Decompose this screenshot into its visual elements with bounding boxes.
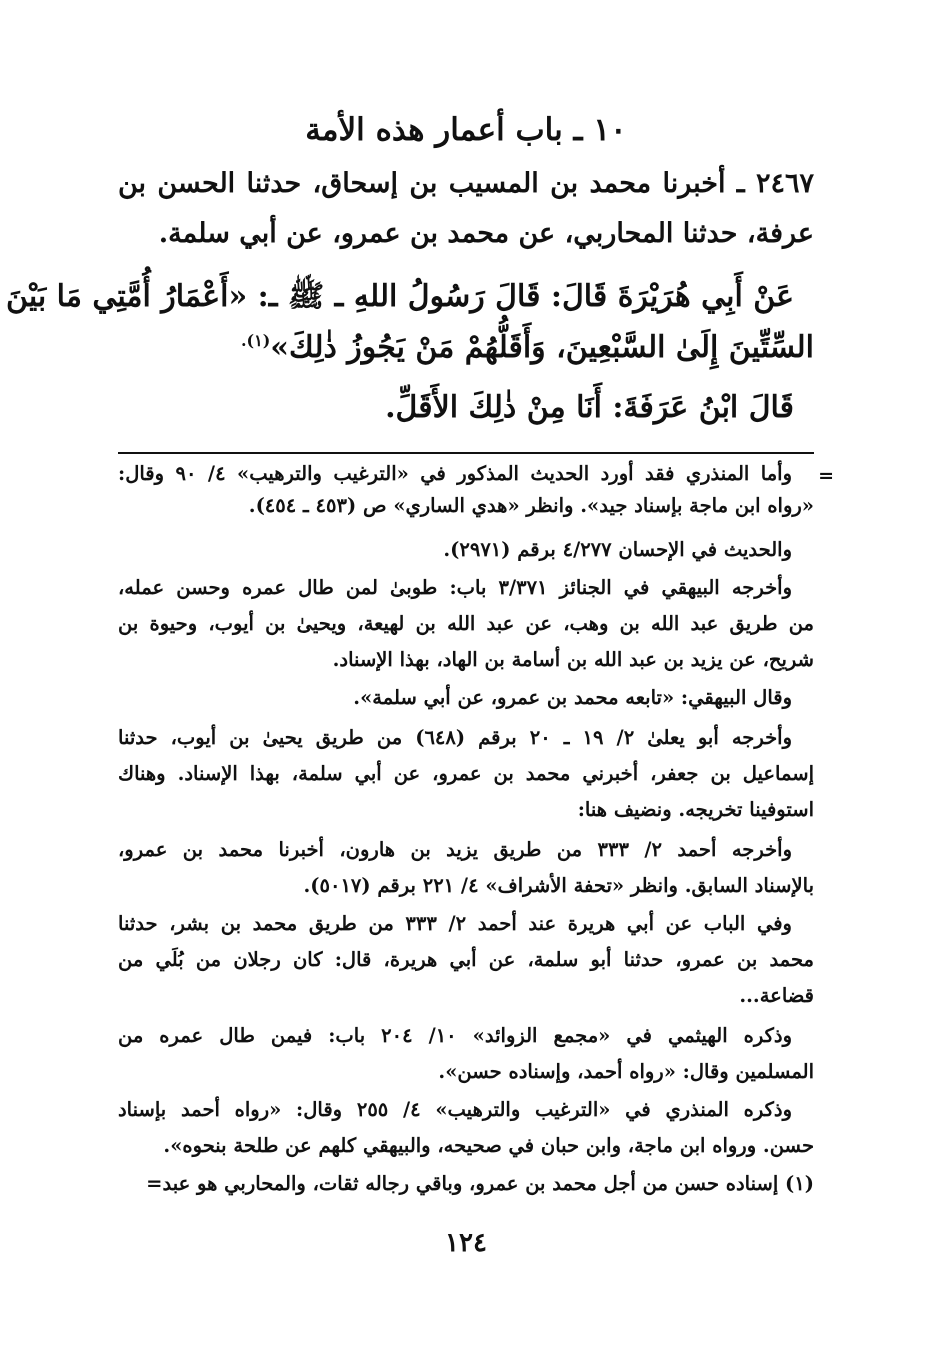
footnote-line: بالإسناد السابق. وانظر «تحفة الأشراف» ٤/ ٢٢١ برقم (٥٠١٧).: [303, 874, 814, 897]
footnote-1: (١) إسناده حسن من أجل محمد بن عمرو، وباقي رجاله ثقات، والمحاربي هو عبد=: [146, 1172, 814, 1195]
hadith-line-1: عَنْ أَبِي هُرَيْرَةَ قَالَ: قَالَ رَسُولُ اللهِ ـ ﷺ ـ: «أَعْمَارُ أُمَّتِي مَا بَيْنَ: [6, 279, 794, 314]
footnote-line: وأخرجه أبو يعلىٰ ٢/ ١٩ ـ ٢٠ برقم (٦٤٨) من طريق يحيىٰ بن أيوب، حدثنا: [118, 726, 792, 749]
footnote-line: وذكره الهيثمي في «مجمع الزوائد» ١٠/ ٢٠٤ باب: فيمن طال عمره من: [118, 1024, 792, 1047]
footnote-line: وأما المنذري فقد أورد الحديث المذكور في «الترغيب والترهيب» ٤/ ٩٠ وقال:: [118, 462, 792, 485]
footnote-line: شريح، عن يزيد بن عبد الله بن أسامة بن الهاد، بهذا الإسناد.: [332, 648, 814, 671]
footnote-line: محمد بن عمرو، حدثنا أبو سلمة، عن أبي هريرة، قال: كان رجلان من بُلَي من: [118, 948, 814, 971]
footnote-line: «رواه ابن ماجة بإسناد جيد». وانظر «هدي الساري» ص (٤٥٣ ـ ٤٥٤).: [248, 494, 814, 517]
isnad-line-2: عرفة، حدثنا المحاربي، عن محمد بن عمرو، عن أبي سلمة.: [158, 218, 814, 249]
footnote-line: إسماعيل بن جعفر، أخبرني محمد بن عمرو، عن أبي سلمة، بهذا الإسناد. وهناك: [118, 762, 814, 785]
footnote-line: المسلمين وقال: «رواه أحمد، وإسناده حسن».: [438, 1060, 814, 1083]
footnote-line: وأخرجه أحمد ٢/ ٣٣٣ من طريق يزيد بن هارون، أخبرنا محمد بن عمرو،: [118, 838, 792, 861]
footnote-line: والحديث في الإحسان ٤/٢٧٧ برقم (٢٩٧١).: [443, 538, 792, 561]
footnote-line: قضاعة...: [739, 984, 814, 1007]
footnote-line: وذكره المنذري في «الترغيب والترهيب» ٤/ ٢٥٥ وقال: «رواه أحمد بإسناد: [118, 1098, 792, 1121]
hadith-line-2-wrap: [118, 330, 814, 365]
footnote-line: من طريق عبد الله بن وهب، عن عبد الله بن لهيعة، ويحيىٰ بن أيوب، وحيوة بن: [118, 612, 814, 635]
footnote-line: استوفينا تخريجه. ونضيف هنا:: [577, 798, 814, 821]
chapter-title: ١٠ ـ باب أعمار هذه الأمة: [305, 112, 627, 148]
hadith-line-2: السِّتِّينَ إِلَىٰ السَّبْعِينَ، وَأَقَلُّهُمْ مَنْ يَجُوزُ ذٰلِكَ»: [270, 330, 814, 365]
footnote-separator: [118, 452, 814, 454]
footnote-line: وفي الباب عن أبي هريرة عند أحمد ٢/ ٣٣٣ من طريق محمد بن بشر، حدثنا: [118, 912, 792, 935]
footnote-line: حسن. ورواه ابن ماجة، وابن حبان في صحيحه، والبيهقي كلهم عن طلحة بنحوه».: [163, 1134, 814, 1157]
page-number: ١٢٤: [445, 1228, 487, 1258]
footnote-line: وقال البيهقي: «تابعه محمد بن عمرو، عن أبي سلمة».: [353, 686, 792, 709]
footnote-reference: (١).: [240, 331, 271, 350]
continuation-mark: =: [818, 465, 834, 487]
isnad-line-1: ٢٤٦٧ ـ أخبرنا محمد بن المسيب بن إسحاق، حدثنا الحسن بن: [118, 168, 814, 199]
hadith-line-3: قَالَ ابْنُ عَرَفَةَ: أَنَا مِنْ ذٰلِكَ الأَقَلِّ.: [385, 390, 794, 425]
footnote-line: وأخرجه البيهقي في الجنائز ٣/٣٧١ باب: طوبىٰ لمن طال عمره وحسن عمله،: [118, 576, 792, 599]
